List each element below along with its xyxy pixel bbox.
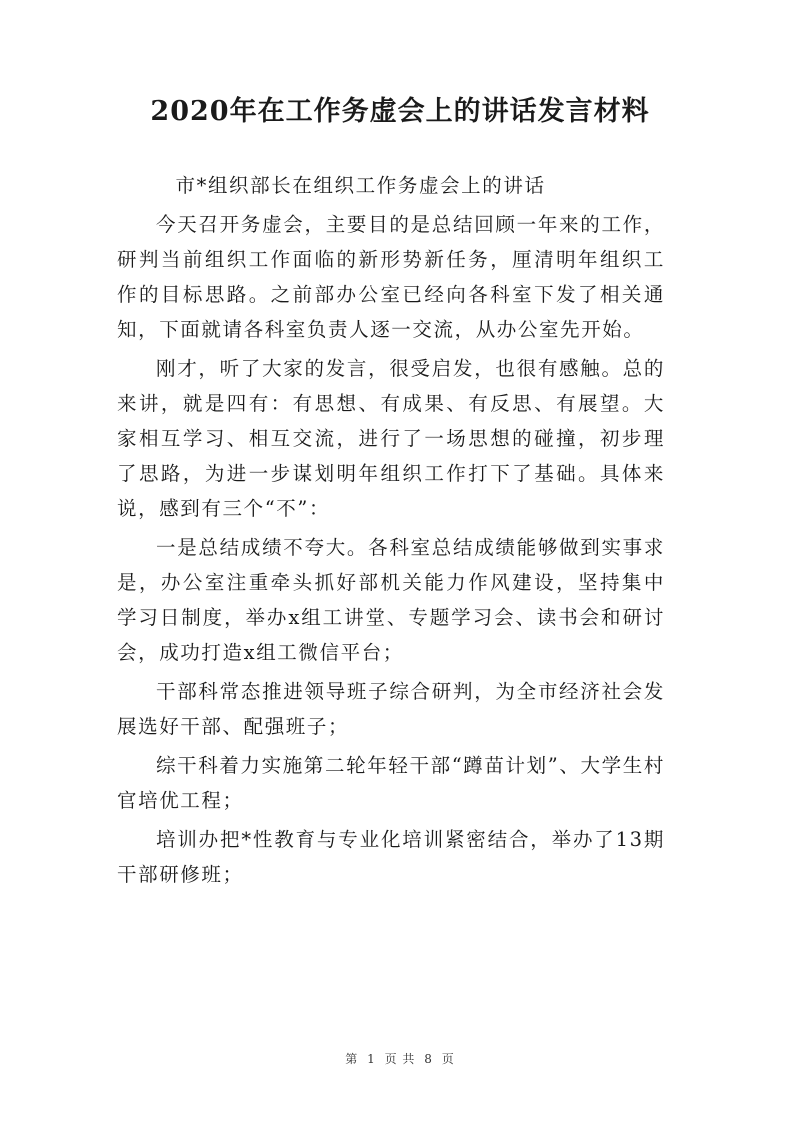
current-page-number: 1 bbox=[367, 1052, 376, 1066]
paragraph: 刚才，听了大家的发言，很受启发，也很有感触。总的来讲，就是四有：有思想、有成果、有反思、有展望。大家相互学习、相互交流，进行了一场思想的碰撞，初步理了思路，为进一步谋划明年组织工作打下了基础。具体来说，感到有三个“不”： bbox=[117, 357, 665, 520]
paragraph: 一是总结成绩不夸大。各科室总结成绩能够做到实事求是，办公室注重牵头抓好部机关能力作风建设，坚持集中学习日制度，举办x组工讲堂、专题学习会、读书会和研讨会，成功打造x组工微信平台； bbox=[117, 536, 665, 664]
footer-prefix: 第 bbox=[345, 1052, 359, 1066]
paragraph: 综干科着力实施第二轮年轻干部“蹲苗计划”、大学生村官培优工程； bbox=[117, 754, 665, 812]
paragraph: 今天召开务虚会，主要目的是总结回顾一年来的工作，研判当前组织工作面临的新形势新任务，厘清明年组织工作的目标思路。之前部办公室已经向各科室下发了相关通知，下面就请各科室负责人逐一交流，从办公室先开始。 bbox=[117, 213, 665, 341]
document-body bbox=[117, 168, 665, 896]
speech-subtitle: 市*组织部长在组织工作务虚会上的讲话 bbox=[175, 174, 546, 197]
footer-suffix: 页 bbox=[441, 1052, 455, 1066]
footer-mid: 页 共 bbox=[384, 1052, 416, 1066]
document-title: 2020年在工作务虚会上的讲话发言材料 bbox=[150, 96, 650, 127]
paragraph: 干部科常态推进领导班子综合研判，为全市经济社会发展选好干部、配强班子； bbox=[117, 680, 665, 738]
paragraph: 培训办把*性教育与专业化培训紧密结合，举办了13期干部研修班； bbox=[117, 828, 665, 886]
page-footer bbox=[0, 1050, 800, 1067]
total-pages-number: 8 bbox=[424, 1052, 433, 1066]
